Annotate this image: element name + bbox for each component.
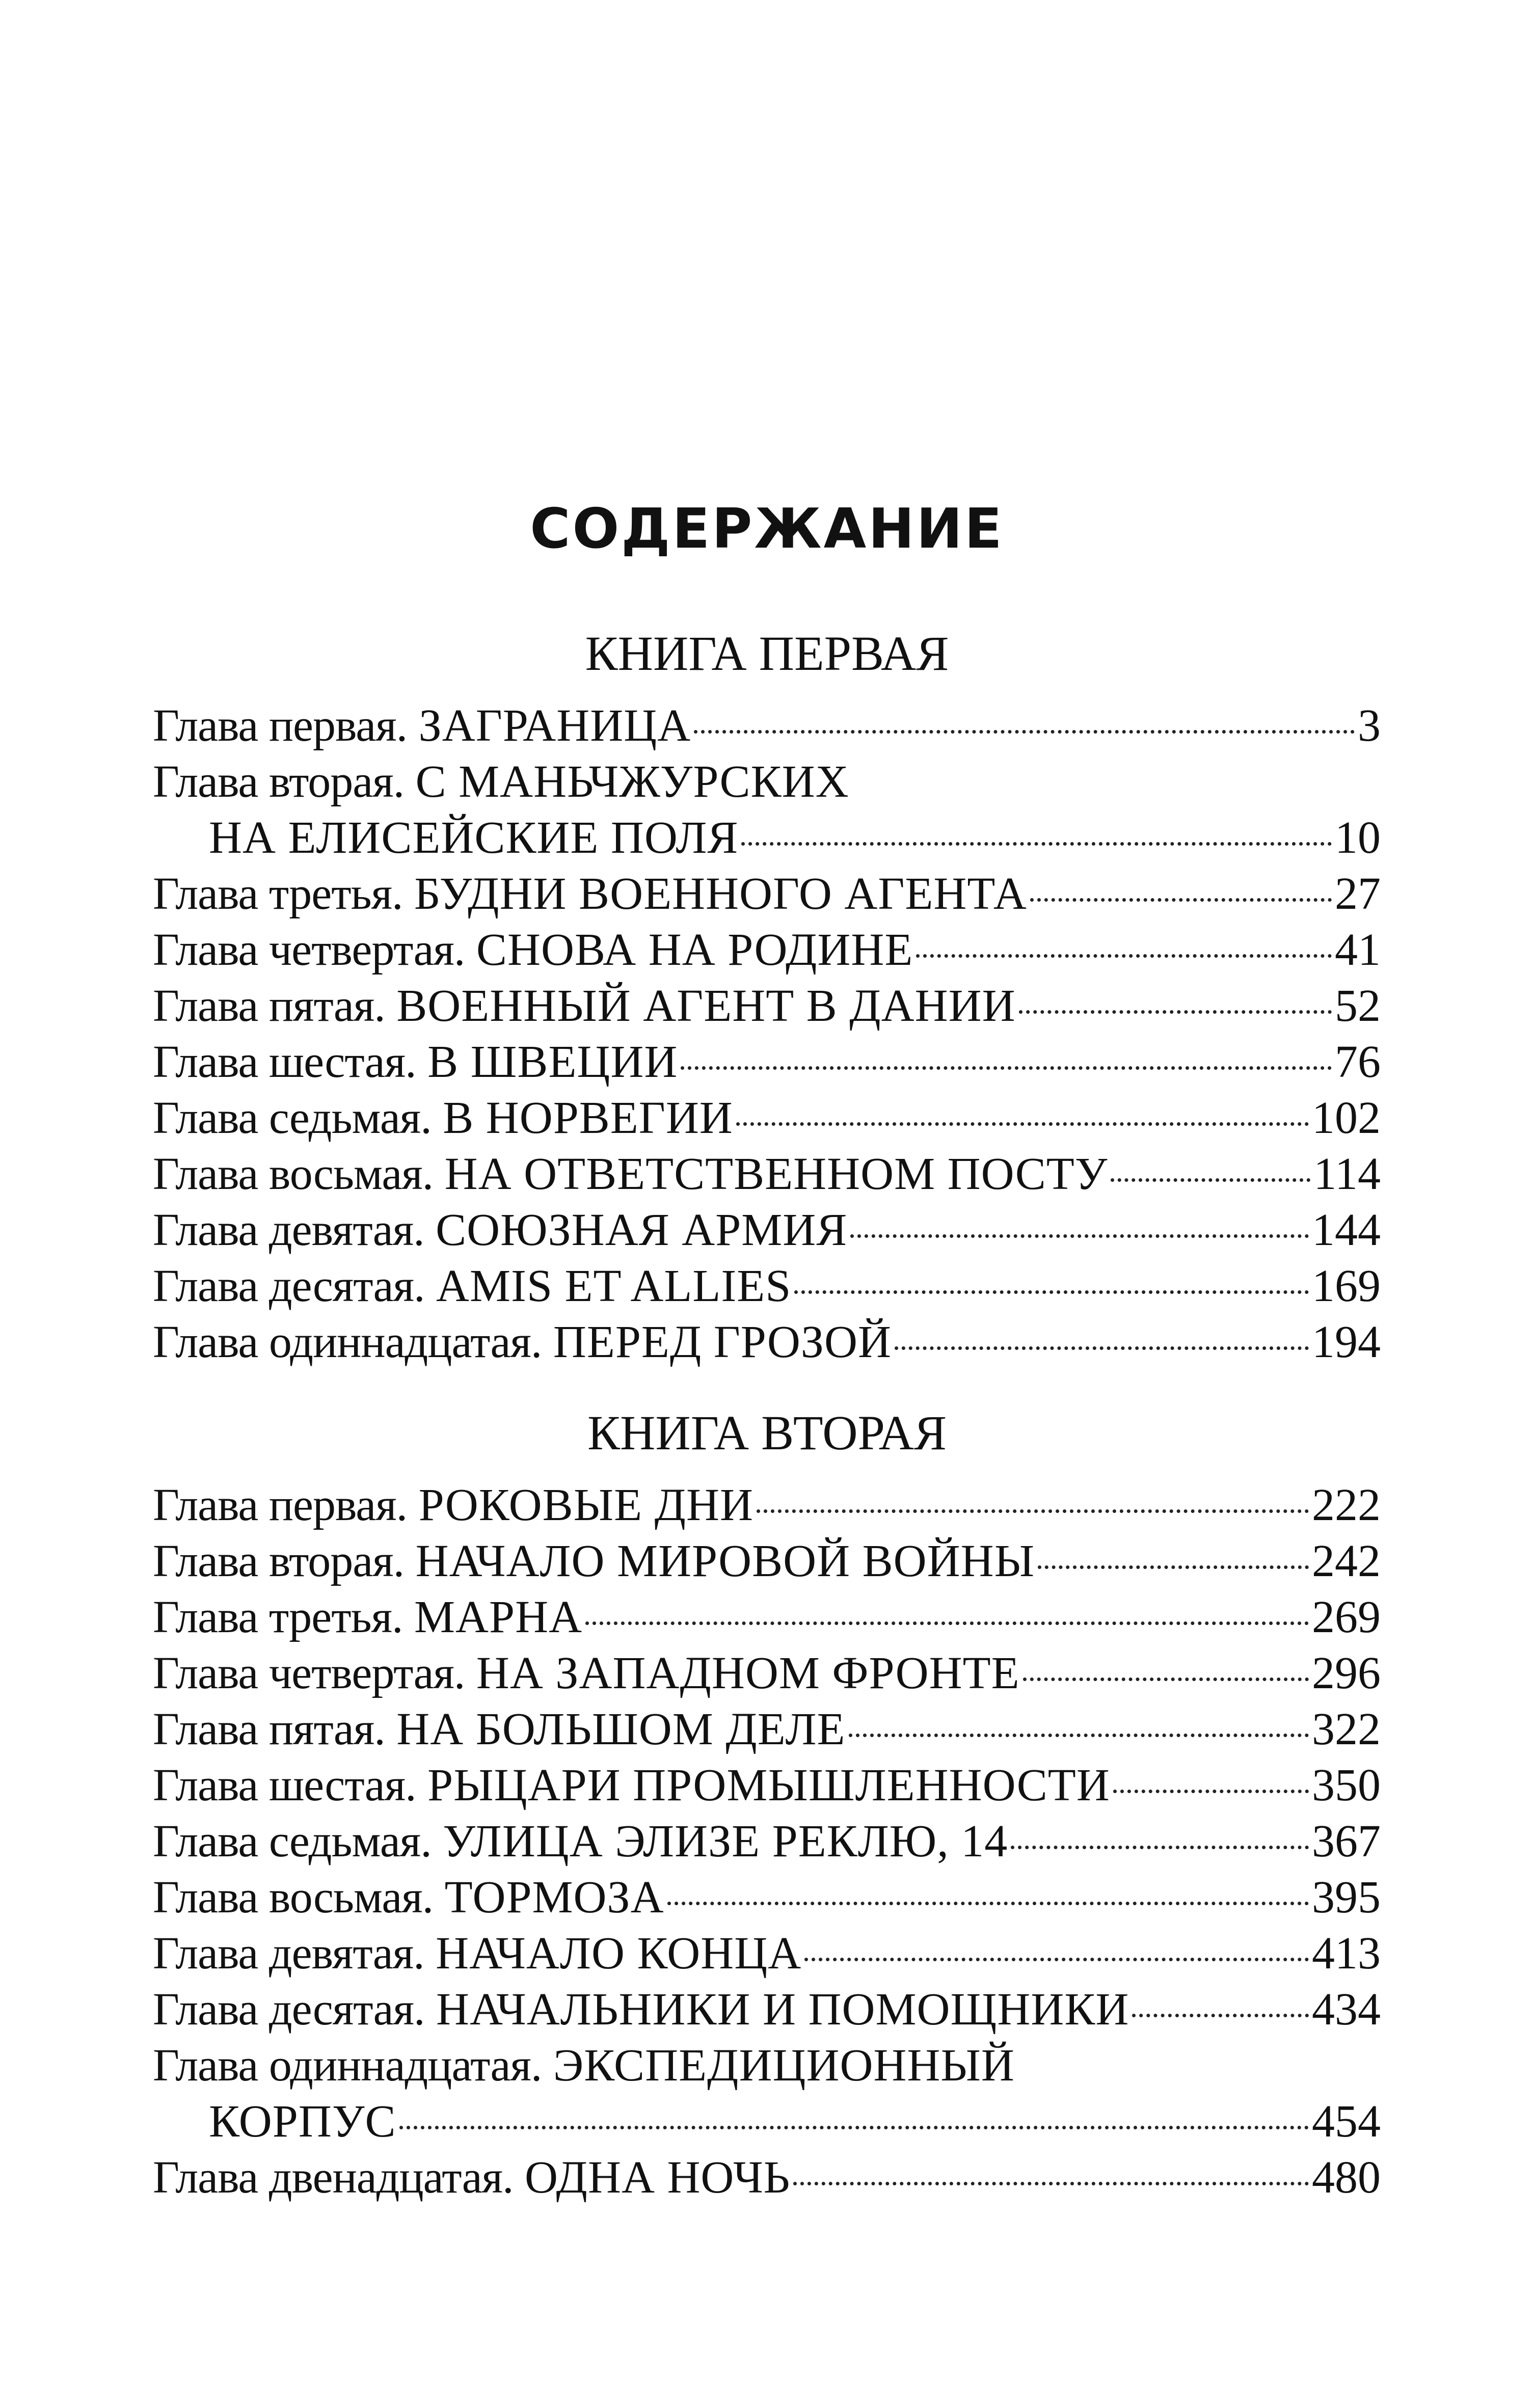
page-number: 169	[1312, 1261, 1381, 1311]
chapter-prefix: Глава одиннадцатая.	[153, 1317, 542, 1367]
dot-leader	[794, 1290, 1309, 1294]
toc-entry	[153, 1701, 1381, 1757]
toc-entry	[153, 1926, 1381, 1982]
chapter-title: РЫЦАРИ ПРОМЫШЛЕННОСТИ	[427, 1760, 1110, 1810]
chapter-prefix: Глава первая.	[153, 700, 408, 751]
chapter-title: СОЮЗНАЯ АРМИЯ	[436, 1205, 848, 1255]
chapter-title: В ШВЕЦИИ	[427, 1037, 678, 1087]
chapter-prefix: Глава двенадцатая.	[153, 2152, 514, 2203]
toc-list-book-1	[153, 698, 1381, 1370]
dot-leader	[1023, 1678, 1309, 1681]
chapter-title: РОКОВЫЕ ДНИ	[418, 1480, 753, 1530]
chapter-title: С МАНЬЧЖУРСКИХ	[415, 756, 849, 807]
dot-leader	[736, 1122, 1309, 1126]
toc-entry	[153, 754, 1381, 866]
dot-leader	[757, 1509, 1309, 1513]
dot-leader	[681, 1066, 1332, 1070]
toc-entry	[153, 1757, 1381, 1814]
chapter-title: УЛИЦА ЭЛИЗЕ РЕКЛЮ, 14	[443, 1816, 1008, 1866]
chapter-prefix: Глава восьмая.	[153, 1149, 434, 1199]
chapter-prefix: Глава вторая.	[153, 1536, 405, 1586]
chapter-prefix: Глава девятая.	[153, 1205, 424, 1255]
dot-leader	[849, 1734, 1309, 1737]
page-number: 41	[1335, 925, 1381, 975]
dot-leader	[1111, 1178, 1310, 1182]
page-number: 322	[1312, 1704, 1381, 1754]
dot-leader	[895, 1346, 1309, 1350]
page-number: 76	[1335, 1037, 1381, 1087]
page-number: 269	[1312, 1592, 1381, 1642]
dot-leader	[1132, 2014, 1309, 2017]
chapter-title: НА БОЛЬШОМ ДЕЛЕ	[396, 1704, 846, 1754]
chapter-prefix: Глава десятая.	[153, 1261, 425, 1311]
chapter-title-continuation: КОРПУС	[209, 2096, 396, 2147]
page-number: 480	[1312, 2152, 1381, 2203]
page-number: 114	[1313, 1149, 1381, 1199]
dot-leader	[667, 1902, 1309, 1905]
toc-entry	[153, 1589, 1381, 1645]
dot-leader	[1011, 1846, 1309, 1849]
toc-list-book-2	[153, 1477, 1381, 2206]
page-number: 27	[1335, 869, 1381, 919]
toc-entry	[153, 1034, 1381, 1090]
toc-entry	[153, 1090, 1381, 1146]
chapter-title: БУДНИ ВОЕННОГО АГЕНТА	[414, 869, 1027, 919]
page-number: 434	[1312, 1984, 1381, 2035]
chapter-prefix: Глава шестая.	[153, 1760, 416, 1810]
toc-entry	[153, 698, 1381, 754]
chapter-title: ПЕРЕД ГРОЗОЙ	[553, 1317, 892, 1367]
page-number: 194	[1312, 1317, 1381, 1367]
chapter-prefix: Глава вторая.	[153, 756, 405, 807]
page-number: 454	[1312, 2096, 1381, 2147]
toc-entry	[153, 2038, 1381, 2150]
toc-entry	[153, 1477, 1381, 1533]
dot-leader	[793, 2182, 1309, 2185]
page-title: СОДЕРЖАНИЕ	[530, 497, 1004, 561]
page-number: 144	[1312, 1205, 1381, 1255]
page-number: 52	[1335, 981, 1381, 1031]
chapter-prefix: Глава десятая.	[153, 1984, 425, 2035]
chapter-prefix: Глава третья.	[153, 869, 403, 919]
dot-leader	[399, 2126, 1309, 2129]
chapter-title: ВОЕННЫЙ АГЕНТ В ДАНИИ	[396, 981, 1016, 1031]
chapter-title: ОДНА НОЧЬ	[525, 2152, 791, 2203]
chapter-title: МАРНА	[414, 1592, 583, 1642]
chapter-prefix: Глава девятая.	[153, 1928, 424, 1979]
chapter-prefix: Глава одиннадцатая.	[153, 2040, 542, 2091]
dot-leader	[741, 842, 1332, 846]
page-number: 413	[1312, 1928, 1381, 1979]
chapter-title: ТОРМОЗА	[444, 1872, 664, 1923]
page-number: 10	[1335, 813, 1381, 863]
dot-leader	[1019, 1010, 1332, 1014]
toc-entry	[153, 978, 1381, 1034]
page-number: 222	[1312, 1480, 1381, 1530]
chapter-title: НА ОТВЕТСТВЕННОМ ПОСТУ	[444, 1149, 1108, 1199]
dot-leader	[1030, 898, 1332, 902]
toc-entry	[153, 1982, 1381, 2038]
dot-leader	[1038, 1565, 1309, 1569]
chapter-prefix: Глава седьмая.	[153, 1816, 432, 1866]
book-heading: КНИГА ВТОРАЯ	[587, 1405, 947, 1460]
toc-entry	[153, 1814, 1381, 1870]
toc-entry	[153, 1202, 1381, 1258]
chapter-prefix: Глава третья.	[153, 1592, 403, 1642]
page-number: 395	[1312, 1872, 1381, 1923]
chapter-title: В НОРВЕГИИ	[443, 1093, 733, 1143]
page-number: 3	[1358, 700, 1381, 751]
toc-entry	[153, 1870, 1381, 1926]
chapter-title: НАЧАЛО КОНЦА	[436, 1928, 802, 1979]
dot-leader	[1113, 1790, 1309, 1793]
chapter-title: AMIS ET ALLIES	[436, 1261, 792, 1311]
dot-leader	[804, 1958, 1309, 1961]
toc-entry	[153, 1146, 1381, 1202]
toc-entry	[153, 1645, 1381, 1701]
page-number: 350	[1312, 1760, 1381, 1810]
chapter-title: НАЧАЛЬНИКИ И ПОМОЩНИКИ	[436, 1984, 1129, 2035]
toc-entry	[153, 1533, 1381, 1589]
page-number: 242	[1312, 1536, 1381, 1586]
chapter-title: СНОВА НА РОДИНЕ	[476, 925, 913, 975]
chapter-prefix: Глава четвертая.	[153, 925, 465, 975]
chapter-title: НА ЗАПАДНОМ ФРОНТЕ	[476, 1648, 1020, 1698]
toc-entry	[153, 1314, 1381, 1370]
chapter-title: ЗАГРАНИЦА	[418, 700, 691, 751]
dot-leader	[585, 1621, 1309, 1625]
toc-entry	[153, 866, 1381, 922]
chapter-prefix: Глава четвертая.	[153, 1648, 465, 1698]
dot-leader	[694, 730, 1355, 734]
toc-entry	[153, 2150, 1381, 2206]
chapter-title: НАЧАЛО МИРОВОЙ ВОЙНЫ	[415, 1536, 1035, 1586]
book-heading: КНИГА ПЕРВАЯ	[585, 626, 949, 681]
page-number: 367	[1312, 1816, 1381, 1866]
dot-leader	[850, 1234, 1309, 1238]
chapter-title: ЭКСПЕДИЦИОННЫЙ	[553, 2040, 1015, 2091]
chapter-prefix: Глава пятая.	[153, 981, 385, 1031]
chapter-title-continuation: НА ЕЛИСЕЙСКИЕ ПОЛЯ	[209, 813, 739, 863]
chapter-prefix: Глава первая.	[153, 1480, 408, 1530]
chapter-prefix: Глава шестая.	[153, 1037, 416, 1087]
chapter-prefix: Глава пятая.	[153, 1704, 385, 1754]
chapter-prefix: Глава седьмая.	[153, 1093, 432, 1143]
toc-entry	[153, 1258, 1381, 1314]
toc-entry	[153, 922, 1381, 978]
page-number: 296	[1312, 1648, 1381, 1698]
chapter-prefix: Глава восьмая.	[153, 1872, 434, 1923]
page-number: 102	[1312, 1093, 1381, 1143]
dot-leader	[916, 954, 1332, 958]
